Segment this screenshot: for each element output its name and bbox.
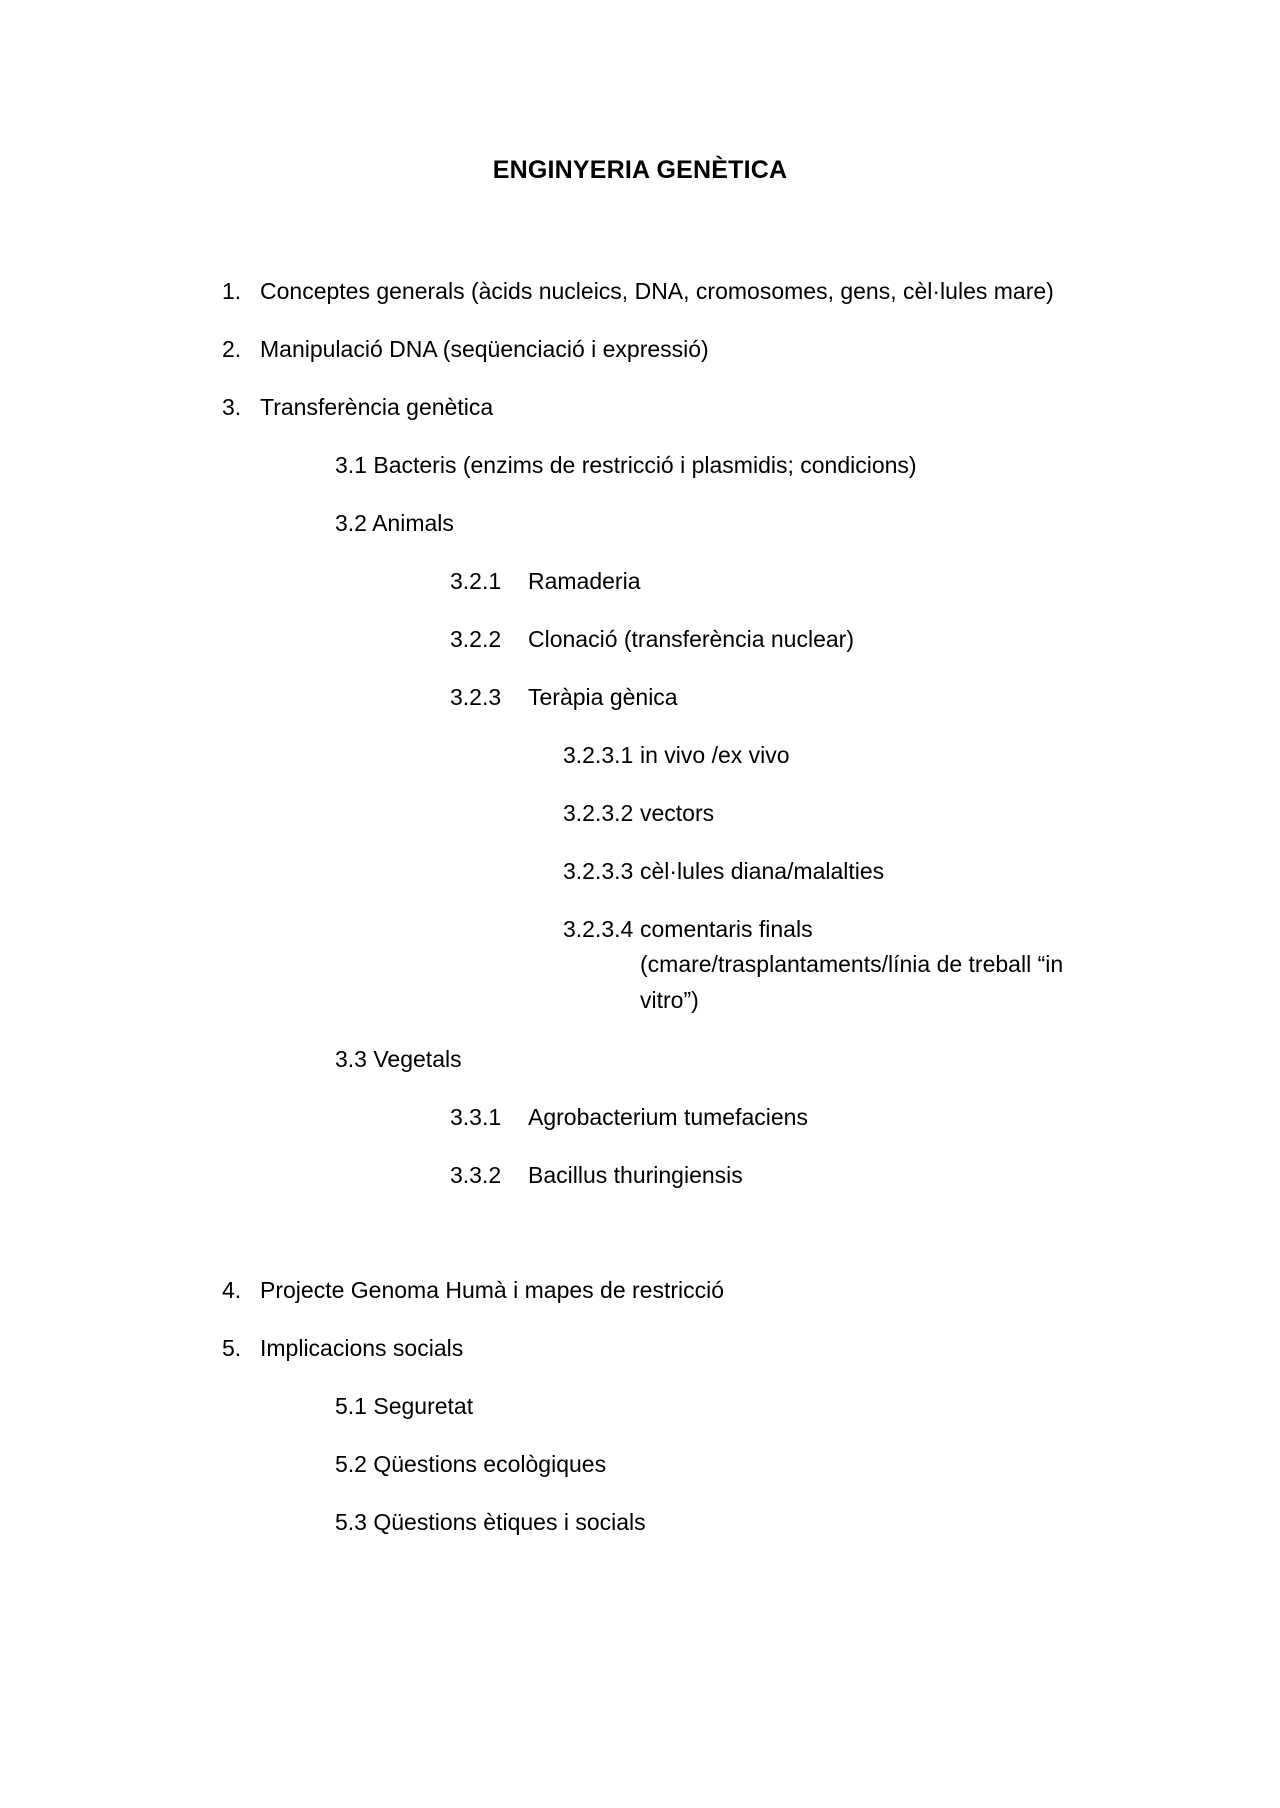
item-text: cèl·lules diana/malalties	[640, 858, 885, 884]
item-text: 5.1 Seguretat	[335, 1393, 474, 1419]
item-text: Manipulació DNA (seqüenciació i expressió)	[260, 336, 709, 362]
item-text: Implicacions socials	[260, 1335, 464, 1361]
item-number: 3.2.3.4	[563, 916, 634, 942]
item-text: Conceptes generals (àcids nucleics, DNA, cromosomes, gens, cèl·lules mare)	[260, 278, 1054, 304]
item-continuation: (cmare/trasplantaments/línia de treball “in vitro”)	[640, 951, 1064, 1013]
item-number: 3.2.3.3	[563, 858, 634, 884]
item-number: 4.	[222, 1277, 242, 1303]
item-text: 3.1 Bacteris (enzims de restricció i plasmidis; condicions)	[335, 452, 917, 478]
item-text: Agrobacterium tumefaciens	[528, 1104, 808, 1130]
item-number: 3.2.3	[450, 684, 502, 710]
item-text: 5.3 Qüestions ètiques i socials	[335, 1509, 646, 1535]
item-number: 3.2.3.2	[563, 800, 634, 826]
page-title: ENGINYERIA GENÈTICA	[492, 156, 788, 184]
item-text: 3.3 Vegetals	[335, 1046, 462, 1072]
item-text: Projecte Genoma Humà i mapes de restricció	[260, 1277, 725, 1303]
item-text: Ramaderia	[528, 568, 641, 594]
item-text: Transferència genètica	[260, 394, 494, 420]
item-text: 3.2 Animals	[335, 510, 454, 536]
item-text: Clonació (transferència nuclear)	[528, 626, 854, 652]
item-number: 3.3.2	[450, 1162, 502, 1188]
item-text: 5.2 Qüestions ecològiques	[335, 1451, 607, 1477]
item-number: 5.	[222, 1335, 242, 1361]
item-number: 3.	[222, 394, 242, 420]
item-text: Teràpia gènica	[528, 684, 678, 710]
item-text: in vivo /ex vivo	[640, 742, 790, 768]
item-number: 2.	[222, 336, 242, 362]
item-number: 1.	[222, 278, 242, 304]
item-text: Bacillus thuringiensis	[528, 1162, 743, 1188]
item-number: 3.3.1	[450, 1104, 502, 1130]
item-number: 3.2.1	[450, 568, 502, 594]
item-number: 3.2.2	[450, 626, 502, 652]
item-text: vectors	[640, 800, 715, 826]
item-text: comentaris finals	[640, 916, 813, 942]
item-number: 3.2.3.1	[563, 742, 634, 768]
